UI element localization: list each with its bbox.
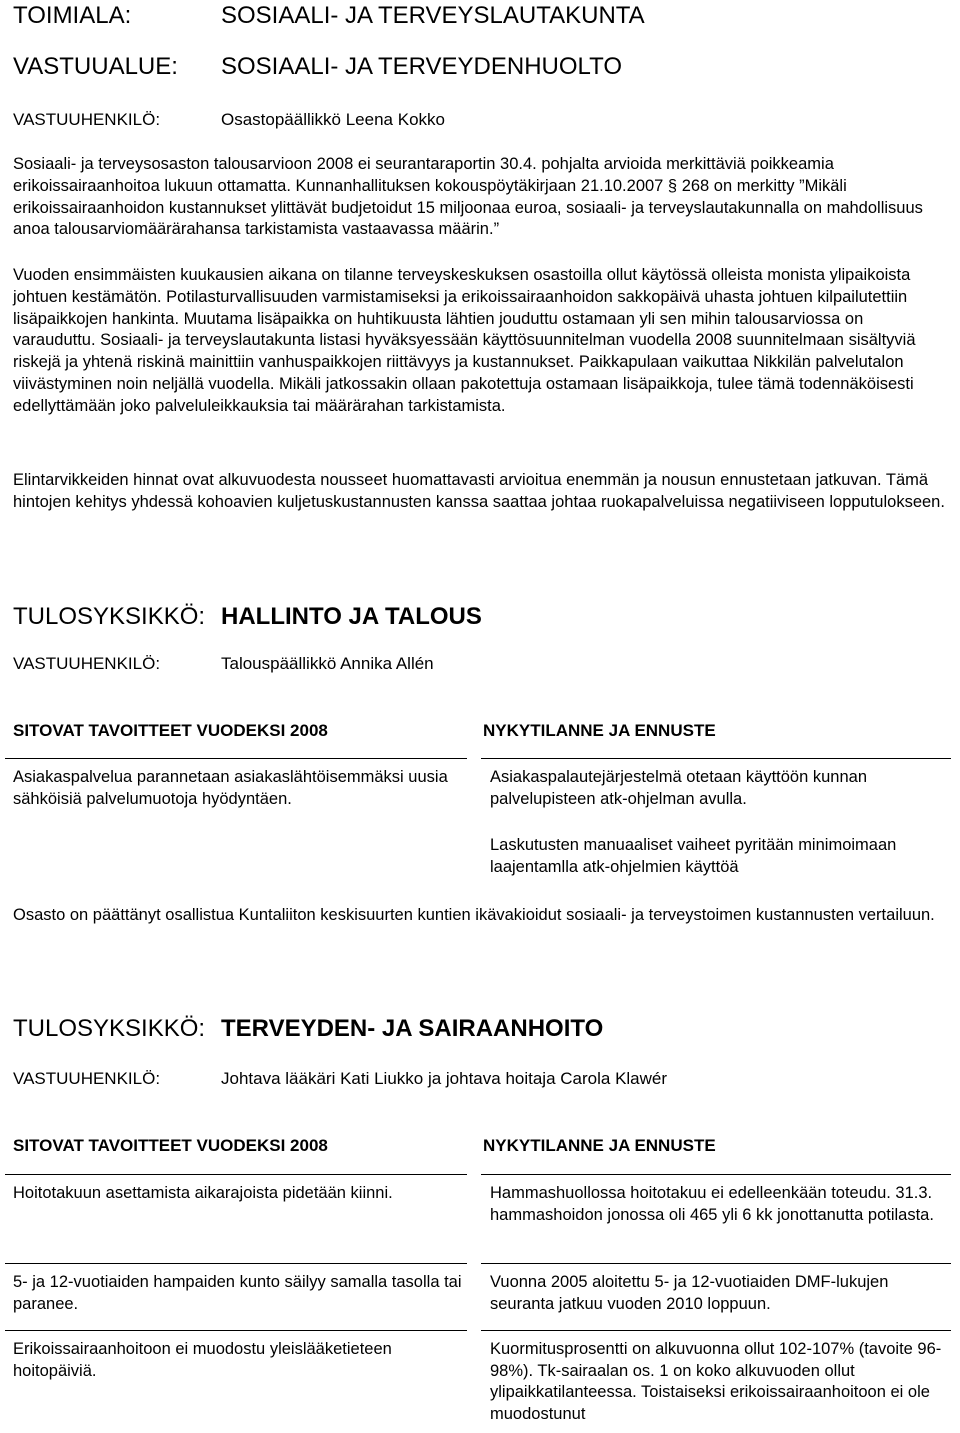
unit2-row1-status-rule: [481, 1174, 951, 1175]
unit1-status1-rule: [481, 758, 951, 759]
vastuuhenkilo-label: VASTUUHENKILÖ:: [13, 110, 161, 129]
unit1-col-left-header: SITOVAT TAVOITTEET VUODEKSI 2008: [13, 721, 328, 740]
unit1-col-right-header: NYKYTILANNE JA ENNUSTE: [483, 721, 716, 740]
unit1-person-label: VASTUUHENKILÖ:: [13, 654, 161, 673]
unit1-note: Osasto on päättänyt osallistua Kuntaliiton keskisuurten kuntien ikävakioidut sosiaali- ja terveystoimen kustannusten vertailuun.: [13, 906, 935, 924]
unit2-row2-status: Vuonna 2005 aloitettu 5- ja 12-vuotiaiden DMF-lukujen seuranta jatkuu vuoden 2010 loppuun.: [490, 1273, 889, 1313]
unit2-row2-goal-rule: [5, 1263, 467, 1264]
intro-paragraph-1: Sosiaali- ja terveysosaston talousarvioon 2008 ei seurantaraportin 30.4. pohjalta arvioida merkittäviä poikkeamia erikoissairaanhoitoa lukuun ottamatta. Kunnanhallituksen kokouspöytäkirjaan 21.10.2007 § 268 on merkitty ”Mikäli erikoissairaanhoidon kustannukset ylittävät budjetoidut 15 miljoonaa euroa, sosiaali- ja terveyslautakunnalla on mahdollisuus anoa talousarviomäärärahansa tarkistamista vastaavassa määrin.”: [13, 155, 923, 239]
unit2-row1-goal: Hoitotakuun asettamista aikarajoista pidetään kiinni.: [13, 1184, 393, 1202]
vastuualue-label: VASTUUALUE:: [13, 53, 178, 80]
vastuualue-value: SOSIAALI- JA TERVEYDENHUOLTO: [221, 53, 623, 80]
toimiala-value: SOSIAALI- JA TERVEYSLAUTAKUNTA: [221, 2, 645, 29]
unit1-title-label: TULOSYKSIKKÖ:: [13, 603, 206, 630]
unit2-row3-goal-rule: [5, 1330, 467, 1331]
unit2-row3-status-rule: [481, 1330, 951, 1331]
unit2-row2-goal: 5- ja 12-vuotiaiden hampaiden kunto säilyy samalla tasolla tai paranee.: [13, 1273, 462, 1313]
unit2-row3-goal: Erikoissairaanhoitoon ei muodostu yleislääketieteen hoitopäiviä.: [13, 1340, 392, 1380]
unit1-person-value: Talouspäällikkö Annika Allén: [221, 654, 434, 673]
unit2-row3-status: Kuormitusprosentti on alkuvuonna ollut 102-107% (tavoite 96-98%). Tk-sairaalan os. 1 on koko alkuvuoden ollut ylipaikkatilanteessa. Toistaiseksi erikoissairaanhoitoon ei ole muodostunut: [490, 1340, 942, 1423]
unit2-row1-status: Hammashuollossa hoitotakuu ei edelleenkään toteudu. 31.3. hammashoidon jonossa oli 465 yli 6 kk jonottanutta potilasta.: [490, 1184, 934, 1224]
unit2-col-left-header: SITOVAT TAVOITTEET VUODEKSI 2008: [13, 1136, 328, 1155]
unit2-title-label: TULOSYKSIKKÖ:: [13, 1015, 206, 1042]
vastuuhenkilo-value: Osastopäällikkö Leena Kokko: [221, 110, 445, 129]
intro-paragraph-3: Elintarvikkeiden hinnat ovat alkuvuodesta nousseet huomattavasti arvioitua enemmän ja nousun ennustetaan jatkuvan. Tämä hintojen kehitys yhdessä kohoavien kuljetuskustannusten kanssa saattaa johtaa ruokapalveluissa negatiiviseen lopputulokseen.: [13, 471, 945, 511]
unit2-person-label: VASTUUHENKILÖ:: [13, 1069, 161, 1088]
unit2-col-right-header: NYKYTILANNE JA ENNUSTE: [483, 1136, 716, 1155]
unit1-goal-1: Asiakaspalvelua parannetaan asiakaslähtöisemmäksi uusia sähköisiä palvelumuotoja hyödyntäen.: [13, 768, 448, 808]
unit2-person-value: Johtava lääkäri Kati Liukko ja johtava hoitaja Carola Klawér: [221, 1069, 668, 1088]
unit1-status-2: Laskutusten manuaaliset vaiheet pyritään minimoimaan laajentamlla atk-ohjelmien käyttöä: [490, 836, 897, 876]
unit1-goal1-rule: [5, 758, 467, 759]
unit2-title-value: TERVEYDEN- JA SAIRAANHOITO: [221, 1015, 604, 1042]
unit1-status-1: Asiakaspalautejärjestelmä otetaan käyttöön kunnan palvelupisteen atk-ohjelman avulla.: [490, 768, 867, 808]
intro-paragraph-2: Vuoden ensimmäisten kuukausien aikana on tilanne terveyskeskuksen osastoilla ollut käytössä olleista monista ylipaikoista johtuen kestämätön. Potilasturvallisuuden varmistamiseksi ja erikoissairaanhoidon sakkopäivä uhasta johtuen kilpailutettiin lisäpaikkojen hankinta. Muutama lisäpaikka on huhtikuusta lähtien jouduttu ostamaan yli sen mihin talousarviossa on varauduttu. Sosiaali- ja terveyslautakunta listasi hyväksyessään käyttösuunnitelman vuodella 2008 suunnitelmaan sisältyviä riskejä ja yhtenä riskinä mainittiin vanhuspaikkojen riittävyys ja kustannukset. Paikkapulaan vaikuttaa Nikkilän palvelutalon viivästyminen noin neljällä vuodella. Mikäli jatkossakin ollaan pakotettuja ostamaan lisäpaikkoja, tulee tämä todennäköisesti edellyttämään joko palveluleikkauksia tai määrärahan tarkistamista.: [13, 266, 916, 415]
toimiala-label: TOIMIALA:: [13, 2, 132, 29]
unit2-row1-goal-rule: [5, 1174, 467, 1175]
unit1-title-value: HALLINTO JA TALOUS: [221, 603, 482, 630]
unit2-row2-status-rule: [481, 1263, 951, 1264]
